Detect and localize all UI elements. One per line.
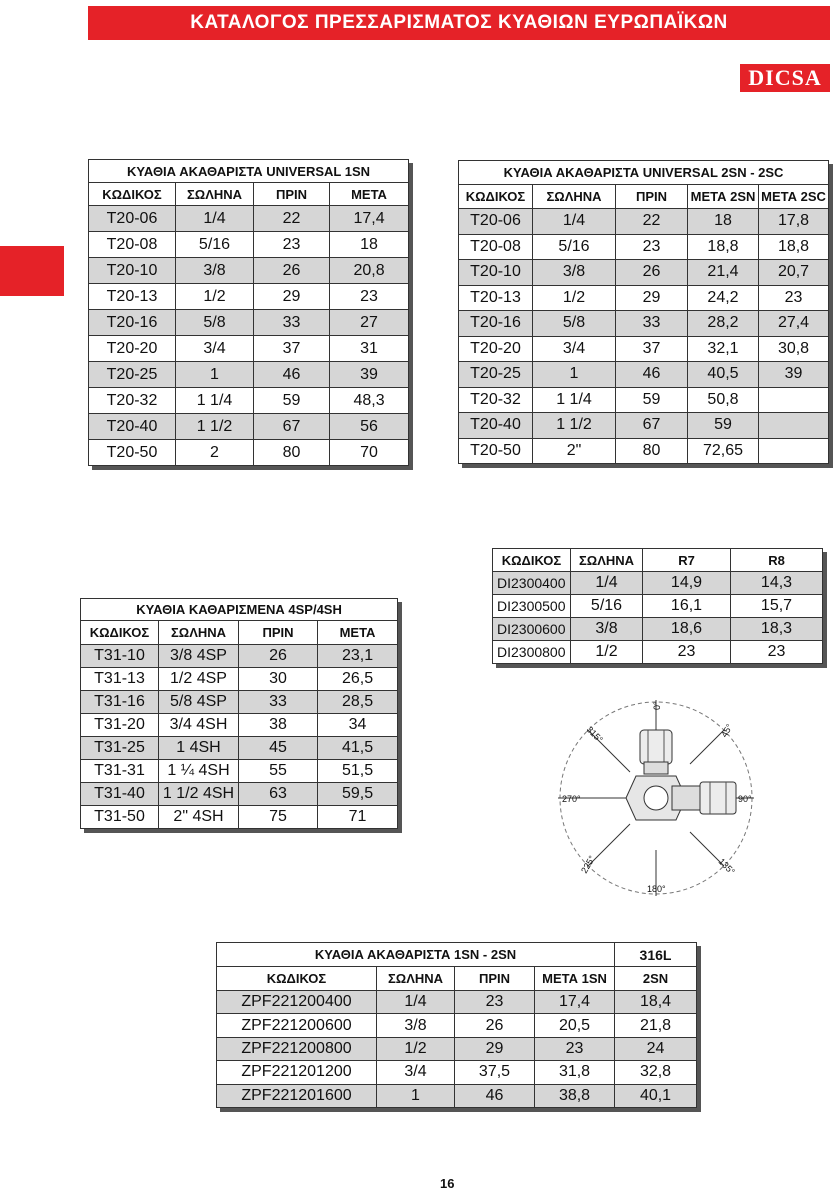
table-row: [459, 387, 829, 413]
table-row: [89, 388, 409, 414]
table-cell: T31-13: [81, 668, 159, 691]
table-row: [217, 1037, 697, 1060]
table-cell: 1 ¼ 4SH: [159, 760, 239, 783]
table-body: [89, 206, 409, 466]
table-cell: 18,8: [759, 234, 829, 260]
table-cell: 2": [533, 438, 616, 464]
table-cell: 1 4SH: [159, 737, 239, 760]
table-cell: [759, 413, 829, 439]
table-cell: DI2300500: [493, 595, 571, 618]
table-cell: 21,4: [688, 260, 759, 286]
table-universal-2sn-2sc: [458, 160, 829, 464]
table-cell: T20-50: [89, 440, 176, 466]
table-cell: T31-50: [81, 806, 159, 829]
table-cell: 1/2: [533, 285, 616, 311]
table-row: [81, 714, 398, 737]
table-cell: 18,8: [688, 234, 759, 260]
col-header-code: ΚΩΔΙΚΟΣ: [493, 549, 571, 572]
table-cell: 1: [533, 362, 616, 388]
table-cell: T20-50: [459, 438, 533, 464]
table-cell: 33: [254, 310, 330, 336]
table-cell: T20-06: [459, 209, 533, 235]
table-row: [459, 260, 829, 286]
col-header-before: ΠΡΙΝ: [455, 967, 535, 991]
table-cell: 5/8 4SP: [159, 691, 239, 714]
table-cell: 23: [731, 641, 823, 664]
table-cell: 17,8: [759, 209, 829, 235]
table-cell: 29: [254, 284, 330, 310]
table-cell: 23: [616, 234, 688, 260]
col-header-hose: ΣΩΛΗΝΑ: [176, 183, 254, 206]
table-cell: ZPF221200400: [217, 991, 377, 1014]
table-title: ΚΥΑΘΙΑ ΑΚΑΘΑΡΙΣΤΑ UNIVERSAL 2SN - 2SC: [459, 161, 829, 185]
table-row: [89, 284, 409, 310]
table-row: [459, 362, 829, 388]
table-cell: 3/4: [533, 336, 616, 362]
table-row: [81, 737, 398, 760]
col-header-before: ΠΡΙΝ: [254, 183, 330, 206]
table-row: [89, 362, 409, 388]
table-cell: 34: [318, 714, 398, 737]
table-row: [217, 991, 697, 1014]
table-cell: 18,4: [615, 991, 697, 1014]
table-row: [493, 641, 823, 664]
angle-label-315: 315°: [584, 724, 605, 745]
angle-label-45: 45°: [719, 722, 735, 739]
table-cell: 30: [239, 668, 318, 691]
table-cell: 5/8: [176, 310, 254, 336]
table-cell: 59: [616, 387, 688, 413]
table-cell: T20-32: [89, 388, 176, 414]
table-cell: 71: [318, 806, 398, 829]
table-row: [217, 1014, 697, 1037]
table-cell: 37,5: [455, 1061, 535, 1084]
table-cell: 50,8: [688, 387, 759, 413]
side-tab-marker: [0, 246, 64, 296]
col-header-hose: ΣΩΛΗΝΑ: [571, 549, 643, 572]
table-row: [89, 336, 409, 362]
table-cell: T20-06: [89, 206, 176, 232]
table-cell: 20,5: [535, 1014, 615, 1037]
table-cell: 1 1/2 4SH: [159, 783, 239, 806]
table-cell: 1/4: [571, 572, 643, 595]
table-cell: 1 1/2: [176, 414, 254, 440]
table-cell: 3/4: [176, 336, 254, 362]
table-cell: 3/4: [377, 1061, 455, 1084]
angle-label-90: 90°: [738, 794, 752, 804]
table-cell: T20-20: [459, 336, 533, 362]
table-row: [459, 413, 829, 439]
table-row: [493, 595, 823, 618]
table-cell: 67: [616, 413, 688, 439]
table-cell: 5/16: [571, 595, 643, 618]
table-cell: 1/2: [571, 641, 643, 664]
table-cell: 41,5: [318, 737, 398, 760]
table-cell: 1/2: [377, 1037, 455, 1060]
table-cell: 31: [330, 336, 409, 362]
angle-label-180: 180°: [647, 884, 666, 894]
table-cell: 38: [239, 714, 318, 737]
table-cell: 5/16: [533, 234, 616, 260]
table-cell: 17,4: [330, 206, 409, 232]
table-cell: T31-16: [81, 691, 159, 714]
table-cell: T31-10: [81, 645, 159, 668]
table-cell: T31-20: [81, 714, 159, 737]
table-row: [89, 414, 409, 440]
table-cell: 23,1: [318, 645, 398, 668]
table-cell: 3/8: [377, 1014, 455, 1037]
table-cell: 1/2: [176, 284, 254, 310]
page-number: 16: [440, 1176, 455, 1191]
page-title-banner: [88, 6, 830, 40]
table-body: [459, 209, 829, 464]
table-cell: 18: [688, 209, 759, 235]
table-cell: T20-10: [459, 260, 533, 286]
table-cell: 80: [254, 440, 330, 466]
table-cell: 33: [239, 691, 318, 714]
table-cell: 59: [254, 388, 330, 414]
table-cell: 1 1/4: [533, 387, 616, 413]
table-cell: 14,3: [731, 572, 823, 595]
table-body: [81, 645, 398, 829]
table-cell: 30,8: [759, 336, 829, 362]
table-row: [89, 310, 409, 336]
table-316l-1sn-2sn: [216, 942, 697, 1108]
table-cell: 55: [239, 760, 318, 783]
table-r7-r8: [492, 548, 823, 664]
table-cell: 1: [377, 1084, 455, 1107]
table-cell: 32,1: [688, 336, 759, 362]
table-cell: T31-25: [81, 737, 159, 760]
table-cell: 33: [616, 311, 688, 337]
table-title: ΚΥΑΘΙΑ ΑΚΑΘΑΡΙΣΤΑ UNIVERSAL 1SN: [89, 160, 409, 183]
table-title: ΚΥΑΘΙΑ ΚΑΘΑΡΙΣΜΕΝΑ 4SP/4SH: [81, 599, 398, 621]
table-cell: DI2300800: [493, 641, 571, 664]
table-cell: T31-31: [81, 760, 159, 783]
table-cell: 26: [254, 258, 330, 284]
table-cell: 39: [330, 362, 409, 388]
table-cell: 3/8: [571, 618, 643, 641]
table-cell: 20,7: [759, 260, 829, 286]
table-cell: 3/8: [533, 260, 616, 286]
table-cell: 2: [176, 440, 254, 466]
table-cell: 23: [759, 285, 829, 311]
table-cell: 40,1: [615, 1084, 697, 1107]
table-cell: 63: [239, 783, 318, 806]
table-row: [81, 760, 398, 783]
angle-label-135: 135°: [716, 856, 737, 877]
table-cell: 2" 4SH: [159, 806, 239, 829]
table-row: [89, 206, 409, 232]
table-row: [81, 783, 398, 806]
table-cell: 26: [616, 260, 688, 286]
table-cell: T20-08: [459, 234, 533, 260]
table-cell: 23: [254, 232, 330, 258]
table-cell: 40,5: [688, 362, 759, 388]
table-cell: ZPF221200800: [217, 1037, 377, 1060]
table-cell: 37: [616, 336, 688, 362]
table-cell: 18: [330, 232, 409, 258]
table-cell: ZPF221201200: [217, 1061, 377, 1084]
table-cell: 1 1/2: [533, 413, 616, 439]
table-cell: T20-20: [89, 336, 176, 362]
table-cell: 1/4: [176, 206, 254, 232]
table-cell: [759, 438, 829, 464]
table-cell: 67: [254, 414, 330, 440]
angle-label-225: 225°: [579, 853, 598, 875]
table-cell: 23: [455, 991, 535, 1014]
table-body: [493, 572, 823, 664]
table-row: [89, 232, 409, 258]
table-row: [459, 285, 829, 311]
table-row: [459, 311, 829, 337]
table-cell: 1/4: [533, 209, 616, 235]
table-row: [81, 806, 398, 829]
col-header-before: ΠΡΙΝ: [616, 185, 688, 209]
table-cell: 28,5: [318, 691, 398, 714]
col-header-after: ΜΕΤΑ: [318, 621, 398, 645]
table-cell: ZPF221201600: [217, 1084, 377, 1107]
table-cell: [759, 387, 829, 413]
col-header-after: ΜΕΤΑ: [330, 183, 409, 206]
col-header-after-2sn: ΜΕΤΑ 2SN: [688, 185, 759, 209]
col-header-hose: ΣΩΛΗΝΑ: [159, 621, 239, 645]
col-header-code: ΚΩΔΙΚΟΣ: [81, 621, 159, 645]
table-cell: 80: [616, 438, 688, 464]
col-header-code: ΚΩΔΙΚΟΣ: [459, 185, 533, 209]
table-universal-1sn: [88, 159, 409, 466]
table-cell: 70: [330, 440, 409, 466]
col-header-2sn: 2SN: [615, 967, 697, 991]
table-row: [493, 572, 823, 595]
table-cell: 75: [239, 806, 318, 829]
table-4sp-4sh: [80, 598, 398, 829]
table-cell: 37: [254, 336, 330, 362]
table-cell: 23: [330, 284, 409, 310]
table-cell: 26: [239, 645, 318, 668]
table-body: [217, 991, 697, 1108]
table-row: [89, 258, 409, 284]
table-cell: 38,8: [535, 1084, 615, 1107]
col-header-r7: R7: [643, 549, 731, 572]
col-header-code: ΚΩΔΙΚΟΣ: [217, 967, 377, 991]
col-header-code: ΚΩΔΙΚΟΣ: [89, 183, 176, 206]
col-header-hose: ΣΩΛΗΝΑ: [533, 185, 616, 209]
table-cell: 1 1/4: [176, 388, 254, 414]
table-cell: 1/4: [377, 991, 455, 1014]
table-cell: 29: [616, 285, 688, 311]
table-cell: 22: [616, 209, 688, 235]
table-cell: 26: [455, 1014, 535, 1037]
table-cell: 32,8: [615, 1061, 697, 1084]
table-cell: 23: [535, 1037, 615, 1060]
table-cell: T31-40: [81, 783, 159, 806]
table-row: [459, 209, 829, 235]
table-cell: 59,5: [318, 783, 398, 806]
table-cell: 18,3: [731, 618, 823, 641]
fitting-angle-diagram: [540, 690, 772, 900]
col-header-r8: R8: [731, 549, 823, 572]
table-cell: T20-40: [89, 414, 176, 440]
table-cell: DI2300600: [493, 618, 571, 641]
table-cell: 51,5: [318, 760, 398, 783]
table-cell: 20,8: [330, 258, 409, 284]
table-row: [81, 668, 398, 691]
col-header-after-1sn: ΜΕΤΑ 1SN: [535, 967, 615, 991]
page-title: ΚΑΤΑΛΟΓΟΣ ΠΡΕΣΣΑΡΙΣΜΑΤΟΣ ΚΥΑΘΙΩΝ ΕΥΡΩΠΑΪΚΩΝ: [190, 12, 728, 33]
table-cell: T20-13: [89, 284, 176, 310]
table-cell: T20-25: [459, 362, 533, 388]
table-cell: 5/8: [533, 311, 616, 337]
table-cell: T20-40: [459, 413, 533, 439]
table-cell: 28,2: [688, 311, 759, 337]
table-cell: 18,6: [643, 618, 731, 641]
table-cell: 46: [616, 362, 688, 388]
fitting-icon: [626, 730, 736, 820]
table-title-316l: 316L: [615, 943, 697, 967]
table-cell: T20-32: [459, 387, 533, 413]
table-row: [459, 234, 829, 260]
table-row: [459, 438, 829, 464]
table-cell: 45: [239, 737, 318, 760]
table-cell: 39: [759, 362, 829, 388]
table-cell: 16,1: [643, 595, 731, 618]
table-cell: 27,4: [759, 311, 829, 337]
table-row: [81, 645, 398, 668]
table-cell: 5/16: [176, 232, 254, 258]
table-cell: 46: [455, 1084, 535, 1107]
table-cell: 22: [254, 206, 330, 232]
table-cell: T20-16: [459, 311, 533, 337]
table-cell: 29: [455, 1037, 535, 1060]
table-cell: 3/4 4SH: [159, 714, 239, 737]
table-cell: DI2300400: [493, 572, 571, 595]
table-cell: T20-10: [89, 258, 176, 284]
table-cell: 14,9: [643, 572, 731, 595]
col-header-before: ΠΡΙΝ: [239, 621, 318, 645]
table-cell: T20-08: [89, 232, 176, 258]
table-cell: 56: [330, 414, 409, 440]
table-row: [217, 1061, 697, 1084]
table-cell: 48,3: [330, 388, 409, 414]
table-cell: ZPF221200600: [217, 1014, 377, 1037]
angle-label-270: 270°: [562, 794, 581, 804]
table-cell: 46: [254, 362, 330, 388]
col-header-hose: ΣΩΛΗΝΑ: [377, 967, 455, 991]
table-cell: T20-13: [459, 285, 533, 311]
table-cell: 59: [688, 413, 759, 439]
table-row: [459, 336, 829, 362]
table-row: [81, 691, 398, 714]
table-row: [89, 440, 409, 466]
angle-label-0: 0°: [652, 701, 662, 710]
table-cell: 27: [330, 310, 409, 336]
table-cell: 24: [615, 1037, 697, 1060]
table-title: ΚΥΑΘΙΑ ΑΚΑΘΑΡΙΣΤΑ 1SN - 2SN: [217, 943, 615, 967]
dicsa-logo: DICSA: [740, 64, 830, 92]
table-cell: 15,7: [731, 595, 823, 618]
table-row: [493, 618, 823, 641]
table-cell: 72,65: [688, 438, 759, 464]
table-cell: 3/8: [176, 258, 254, 284]
table-cell: 26,5: [318, 668, 398, 691]
table-cell: 1/2 4SP: [159, 668, 239, 691]
table-cell: 21,8: [615, 1014, 697, 1037]
table-cell: T20-16: [89, 310, 176, 336]
table-cell: 23: [643, 641, 731, 664]
col-header-after-2sc: ΜΕΤΑ 2SC: [759, 185, 829, 209]
table-cell: 17,4: [535, 991, 615, 1014]
table-cell: T20-25: [89, 362, 176, 388]
table-cell: 1: [176, 362, 254, 388]
table-cell: 31,8: [535, 1061, 615, 1084]
table-cell: 3/8 4SP: [159, 645, 239, 668]
table-row: [217, 1084, 697, 1107]
table-cell: 24,2: [688, 285, 759, 311]
